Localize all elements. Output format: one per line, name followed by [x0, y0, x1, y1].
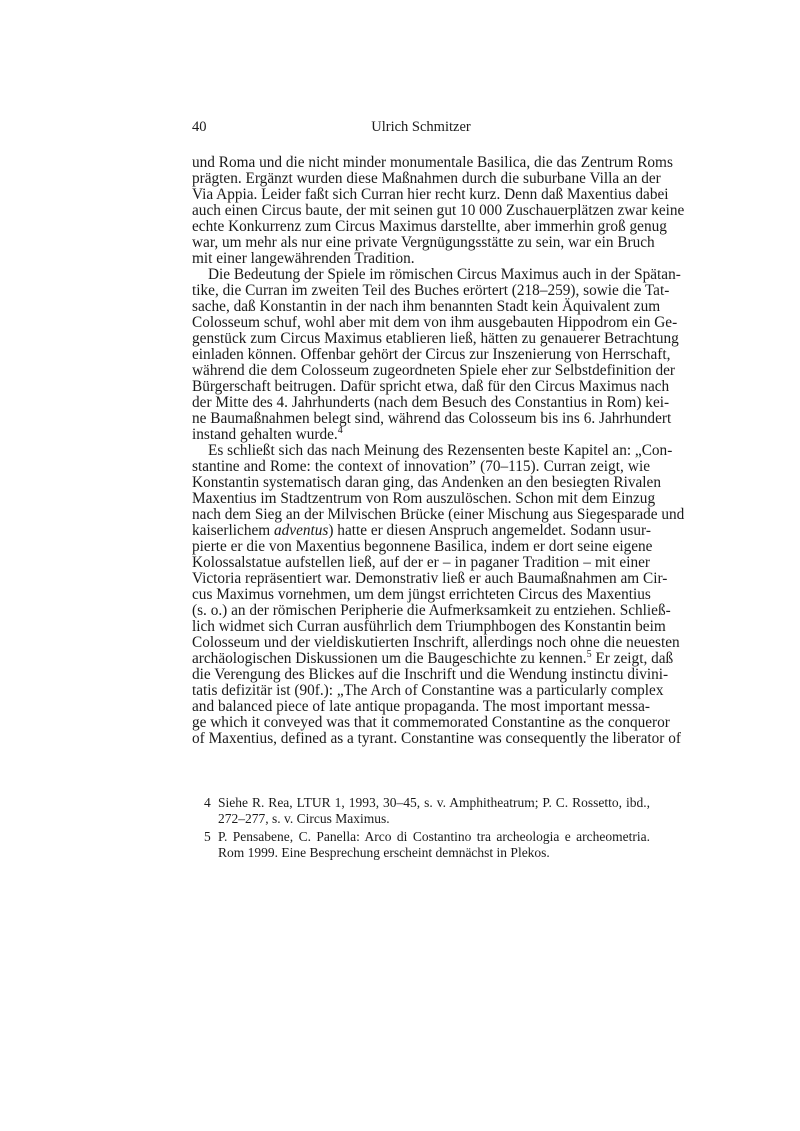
text-line: nach dem Sieg an der Milvischen Brücke (einer Mischung aus Siegesparade und	[192, 506, 685, 523]
footnote-ref[interactable]: 4	[337, 425, 343, 436]
text-line: Colosseum schuf, wohl aber mit dem von ihm ausgebauten Hippodrom ein Ge-	[192, 314, 678, 331]
text-line: Kolossalstatue aufstellen ließ, auf der er – in paganer Tradition – mit einer	[192, 554, 650, 571]
text-line: auch einen Circus baute, der mit seinen gut 10 000 Zuschauerplätzen zwar keine	[192, 202, 685, 219]
text-line: pierte er die von Maxentius begonnene Basilica, indem er dort seine eigene	[192, 538, 653, 555]
text-line: Bürgerschaft beitrugen. Dafür spricht etwa, daß für den Circus Maximus nach	[192, 378, 670, 395]
text-span: archäologischen Diskussionen um die Baugeschichte zu kennen.	[192, 650, 587, 667]
text-line: lich widmet sich Curran ausführlich dem Triumphbogen des Konstantin beim	[192, 618, 666, 635]
text-line: ne Baumaßnahmen belegt sind, während das Colosseum bis ins 6. Jahrhundert	[192, 410, 672, 427]
text-line: ge which it conveyed was that it commemorated Constantine as the conqueror	[192, 714, 670, 731]
footnote-number: 4	[204, 795, 211, 810]
text-line: Konstantin systematisch daran ging, das Andenken an den besiegten Rivalen	[192, 474, 661, 491]
paragraph	[192, 154, 685, 267]
footnote-ref[interactable]: 5	[586, 649, 592, 660]
text-span: kaiserlichem	[192, 522, 274, 539]
paragraph	[192, 266, 681, 443]
text-line: Die Bedeutung der Spiele im römischen Circus Maximus auch in der Spätan-	[208, 266, 681, 283]
text-line: sache, daß Konstantin in der nach ihm benannten Stadt kein Äquivalent zum	[192, 298, 661, 315]
text-line: (s. o.) an der römischen Peripherie die Aufmerksamkeit zu entziehen. Schließ-	[192, 602, 671, 619]
text-line	[192, 649, 674, 667]
footnote	[192, 829, 650, 861]
body-text	[192, 154, 685, 747]
footnote-line: 272–277, s. v. Circus Maximus.	[218, 811, 390, 826]
text-line: echte Konkurrenz zum Circus Maximus darstellte, aber immerhin groß genug	[192, 218, 667, 235]
footnote-number: 5	[204, 829, 211, 844]
paragraph	[192, 442, 685, 747]
text-line: mit einer langewährenden Tradition.	[192, 250, 415, 267]
text-line: Via Appia. Leider faßt sich Curran hier recht kurz. Denn daß Maxentius dabei	[192, 186, 669, 203]
text-line	[192, 427, 650, 443]
text-span: instand gehalten wurde.	[192, 426, 338, 443]
text-line: Maxentius im Stadtzentrum von Rom auszulöschen. Schon mit dem Einzug	[192, 490, 656, 507]
text-span: ) hatte er diesen Anspruch angemeldet. Sodann usur-	[328, 522, 651, 539]
footnote-line: Rom 1999. Eine Besprechung erscheint demnächst in Plekos.	[218, 845, 550, 860]
text-line: of Maxentius, defined as a tyrant. Constantine was consequently the liberator of	[192, 730, 681, 747]
text-line: and balanced piece of late antique propaganda. The most important messa-	[192, 698, 650, 715]
text-line: cus Maximus vornehmen, um dem jüngst errichteten Circus des Maxentius	[192, 586, 651, 603]
footnotes	[192, 795, 650, 863]
text-line: tatis defizitär ist (90f.): „The Arch of Constantine was a particularly complex	[192, 682, 664, 699]
italic-text: adventus	[273, 522, 329, 539]
text-line: Victoria repräsentiert war. Demonstrativ ließ er auch Baumaßnahmen am Cir-	[192, 570, 668, 587]
page-number: 40	[192, 119, 207, 135]
text-line: prägten. Ergänzt wurden diese Maßnahmen durch die suburbane Villa an der	[192, 170, 661, 187]
text-line: während die dem Colosseum zugeordneten Spiele eher zur Selbstdefinition der	[192, 362, 675, 379]
text-line: tike, die Curran im zweiten Teil des Buches erörtert (218–259), sowie die Tat-	[192, 282, 670, 299]
text-line: genstück zum Circus Maximus etablieren ließ, hätten zu genauerer Betrachtung	[192, 330, 679, 347]
text-line: stantine and Rome: the context of innovation” (70–115). Curran zeigt, wie	[192, 458, 650, 475]
text-line: die Verengung des Blickes auf die Inschrift und die Wendung instinctu divini-	[192, 666, 669, 683]
text-line: war, um mehr als nur eine private Vergnügungsstätte zu sein, war ein Bruch	[192, 234, 655, 251]
text-line: einladen können. Offenbar gehört der Circus zur Inszenierung von Herrschaft,	[192, 346, 671, 363]
text-line: und Roma und die nicht minder monumentale Basilica, die das Zentrum Roms	[192, 154, 673, 171]
running-head-author: Ulrich Schmitzer	[371, 119, 471, 135]
footnote	[192, 795, 650, 827]
text-span: Er zeigt, daß	[591, 650, 674, 667]
text-line	[192, 523, 650, 539]
text-line: der Mitte des 4. Jahrhunderts (nach dem Besuch des Constantius in Rom) kei-	[192, 394, 670, 411]
text-line: Colosseum und der vieldiskutierten Inschrift, allerdings noch ohne die neuesten	[192, 634, 680, 651]
footnote-line: Siehe R. Rea, LTUR 1, 1993, 30–45, s. v. Amphitheatrum; P. C. Rossetto, ibd.,	[218, 795, 650, 810]
text-line: Es schließt sich das nach Meinung des Rezensenten beste Kapitel an: „Con-	[208, 442, 673, 459]
footnote-line: P. Pensabene, C. Panella: Arco di Costantino tra archeologia e archeometria.	[218, 829, 650, 844]
running-head	[192, 118, 650, 136]
